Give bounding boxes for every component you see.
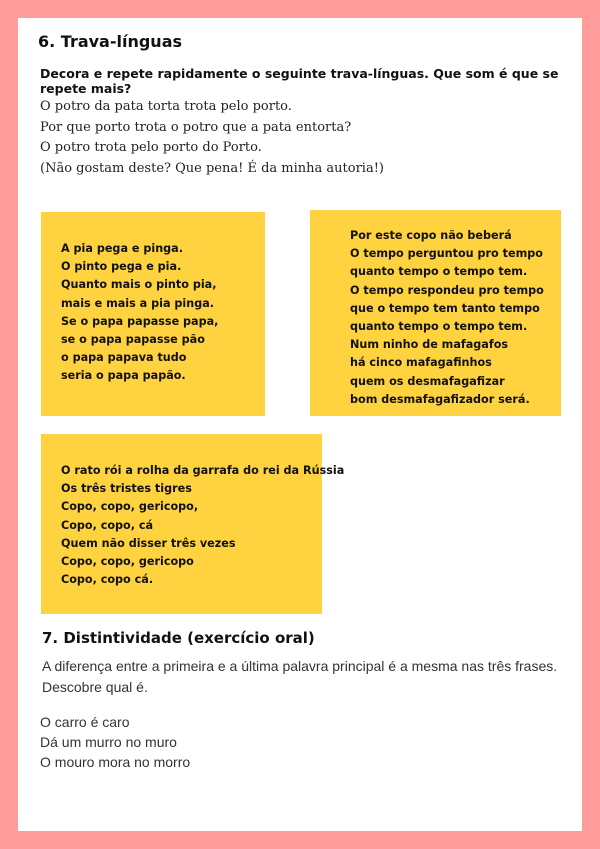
box-line: Copo, copo cá. [61,573,154,587]
box-line: Copo, copo, gericopo, [61,500,199,514]
box-line: O tempo perguntou pro tempo [350,247,543,261]
box-line: O tempo respondeu pro tempo [350,283,544,297]
box-line: O rato rói a rolha da garrafa do rei da Rússia [61,464,345,477]
box-line: quanto tempo o tempo tem. [350,265,528,279]
box-line: seria o papa papão. [61,369,186,383]
tongue-twister-poem [40,97,384,179]
poem-line: (Não gostam deste? Que pena! É da minha autoria!) [40,160,384,176]
box-line: Se o papa papasse papa, [61,314,219,328]
poem-line: Por que porto trota o potro que a pata entorta? [40,119,352,135]
paragraph-line: Descobre qual é. [42,679,148,695]
box-line: A pia pega e pinga. [61,242,183,255]
section-7-sentences [40,712,190,772]
box-line: quem os desmafagafizar [350,374,505,388]
box-line: bom desmafagafizador será. [350,392,530,406]
sentence: O mouro mora no morro [40,754,191,770]
box-line: O pinto pega e pia. [61,260,182,274]
poem-line: O potro da pata torta trota pelo porto. [40,99,292,114]
box-line: Quanto mais o pinto pia, [61,278,217,292]
box-line: mais e mais a pia pinga. [61,296,215,310]
worksheet-page [18,18,582,831]
box-line: que o tempo tem tanto tempo [350,301,540,315]
box-line: Copo, copo, cá [61,518,154,532]
box-line: Num ninho de mafagafos [350,338,509,352]
box-line: quanto tempo o tempo tem. [350,320,528,334]
section-6-title: 6. Trava-línguas [38,32,183,51]
box-line: Por este copo não beberá [350,229,512,242]
sentence: O carro é caro [40,714,130,730]
section-7-title: 7. Distintividade (exercício oral) [42,629,315,647]
tongue-twister-box-3 [41,434,345,614]
box-line: há cinco mafagafinhos [350,356,492,370]
sentence: Dá um murro no muro [40,734,177,750]
box-line: Os três tristes tigres [61,482,192,496]
section-7-paragraph [42,656,557,698]
box-line: Copo, copo, gericopo [61,555,194,569]
box-line: Quem não disser três vezes [61,536,236,550]
poem-line: O potro trota pelo porto do Porto. [40,140,262,155]
box-line: o papa papava tudo [61,351,187,365]
paragraph-line: A diferença entre a primeira e a última palavra principal é a mesma nas três frases. [42,658,558,674]
tongue-twister-box-1 [41,212,265,416]
tongue-twister-box-2 [310,210,561,416]
section-6-instruction: Decora e repete rapidamente o seguinte trava-línguas. Que som é que se repete mais? [40,66,559,96]
box-line: se o papa papasse pão [61,333,205,347]
